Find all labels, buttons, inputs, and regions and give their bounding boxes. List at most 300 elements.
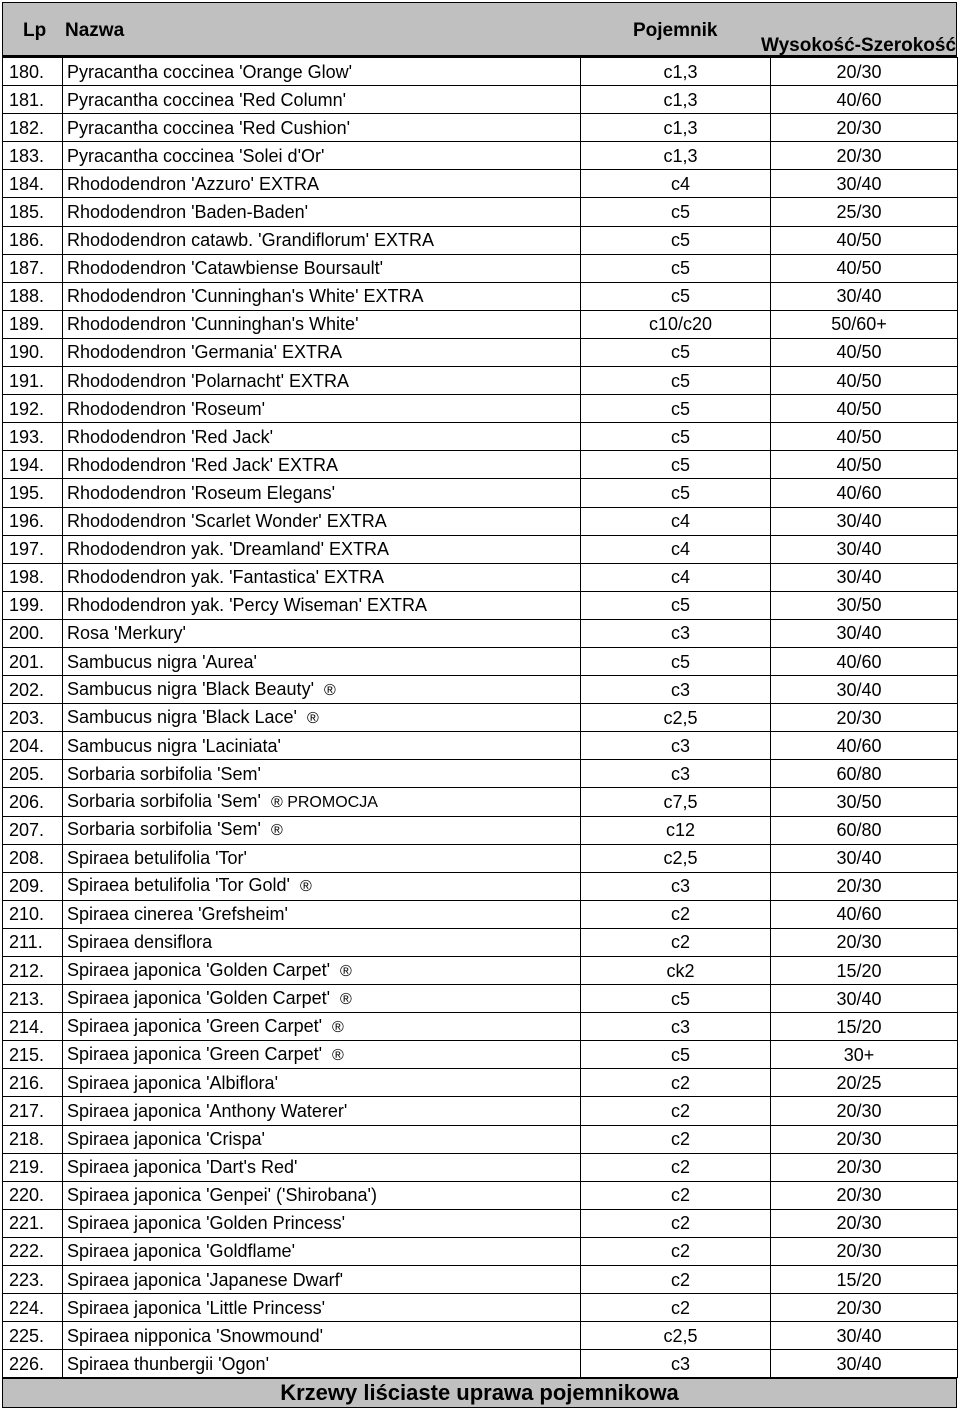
size-cell: 20/30 [771,142,958,170]
plant-name-cell [63,676,581,704]
plant-name-cell [63,142,581,170]
plant-name: Rhododendron 'Polarnacht' EXTRA [67,370,350,391]
size-cell: 60/80 [771,760,958,788]
row-number: 196. [3,507,63,535]
container-cell: c2 [581,1097,771,1125]
table-row [3,619,958,647]
plant-name-cell [63,451,581,479]
container-cell: c5 [581,591,771,619]
plant-name-cell [63,1097,581,1125]
plant-name: Rhododendron yak. 'Dreamland' EXTRA [67,539,390,560]
plant-name-cell [63,647,581,675]
container-cell: c12 [581,816,771,844]
row-number: 226. [3,1350,63,1378]
table-row [3,563,958,591]
container-cell: c3 [581,760,771,788]
plant-name: Pyracantha coccinea 'Red Cushion' [67,117,351,138]
container-cell: c2 [581,1153,771,1181]
row-number: 197. [3,535,63,563]
plant-name: Rhododendron 'Cunninghan's White' [67,314,359,335]
size-cell: 40/60 [771,732,958,760]
row-number: 214. [3,1013,63,1041]
table-row [3,507,958,535]
row-number: 189. [3,310,63,338]
plant-name: Sambucus nigra 'Black Beauty' [67,678,314,699]
plant-table [2,57,958,1378]
row-number: 193. [3,423,63,451]
container-cell: c4 [581,507,771,535]
plant-name: Rhododendron 'Catawbiense Boursault' [67,258,384,279]
container-cell: c2 [581,1266,771,1294]
plant-name-cell [63,198,581,226]
row-number: 181. [3,86,63,114]
size-cell: 20/30 [771,1237,958,1265]
plant-table-body [3,58,958,1378]
plant-name-cell [63,619,581,647]
plant-name: Spiraea japonica 'Golden Carpet' [67,987,331,1008]
size-cell: 40/50 [771,395,958,423]
row-number: 219. [3,1153,63,1181]
size-cell: 40/50 [771,338,958,366]
size-cell: 40/50 [771,423,958,451]
table-row [3,170,958,198]
size-cell: 20/30 [771,58,958,86]
plant-name-cell [63,1069,581,1097]
container-cell: c5 [581,282,771,310]
container-cell: c5 [581,198,771,226]
container-cell: c2,5 [581,844,771,872]
size-cell: 20/30 [771,1209,958,1237]
size-cell: 30/50 [771,788,958,816]
row-number: 201. [3,647,63,675]
container-cell: c5 [581,1041,771,1069]
plant-name: Sorbaria sorbifolia 'Sem' [67,819,261,840]
container-cell: c7,5 [581,788,771,816]
row-number: 211. [3,928,63,956]
plant-name-cell [63,591,581,619]
container-cell: c5 [581,367,771,395]
table-row [3,788,958,816]
footer-title: Krzewy liściaste uprawa pojemnikowa [2,1378,957,1408]
size-cell: 20/30 [771,704,958,732]
container-cell: c2 [581,1125,771,1153]
size-cell: 20/30 [771,1153,958,1181]
size-cell: 40/50 [771,254,958,282]
plant-name: Pyracantha coccinea 'Solei d'Or' [67,145,325,166]
plant-name: Sambucus nigra 'Laciniata' [67,735,281,756]
table-row [3,226,958,254]
plant-name: Rhododendron 'Baden-Baden' [67,202,309,223]
registered-mark: ® [307,709,319,727]
size-cell: 20/30 [771,1125,958,1153]
plant-name-cell [63,310,581,338]
plant-name: Rhododendron 'Azzuro' EXTRA [67,173,320,194]
container-cell: c2 [581,1294,771,1322]
plant-name-cell [63,844,581,872]
table-row [3,985,958,1013]
plant-name: Spiraea betulifolia 'Tor Gold' [67,875,290,896]
size-cell: 15/20 [771,1266,958,1294]
table-row [3,1013,958,1041]
plant-name-cell [63,254,581,282]
row-number: 194. [3,451,63,479]
plant-name-cell [63,282,581,310]
plant-name: Spiraea densiflora [67,932,213,953]
size-cell: 20/30 [771,1294,958,1322]
plant-name: Spiraea japonica 'Albiflora' [67,1072,278,1093]
row-number: 190. [3,338,63,366]
size-cell: 40/60 [771,86,958,114]
table-row [3,704,958,732]
size-cell: 30/40 [771,985,958,1013]
plant-name: Sambucus nigra 'Aurea' [67,651,257,672]
size-cell: 40/50 [771,226,958,254]
container-cell: c2 [581,1181,771,1209]
table-row [3,1266,958,1294]
registered-mark: ® [340,990,352,1008]
size-cell: 20/25 [771,1069,958,1097]
plant-name-cell [63,1013,581,1041]
container-cell: c3 [581,732,771,760]
container-cell: c5 [581,479,771,507]
plant-name-cell [63,535,581,563]
table-row [3,479,958,507]
row-number: 188. [3,282,63,310]
row-number: 221. [3,1209,63,1237]
container-cell: c3 [581,619,771,647]
header-container: Pojemnik [633,20,718,41]
table-row [3,760,958,788]
plant-name-cell [63,58,581,86]
plant-name: Spiraea japonica 'Crispa' [67,1129,265,1150]
plant-name-cell [63,563,581,591]
table-row [3,254,958,282]
table-row [3,451,958,479]
table-row [3,282,958,310]
size-cell: 30+ [771,1041,958,1069]
size-cell: 40/60 [771,647,958,675]
container-cell: c5 [581,254,771,282]
plant-name-cell [63,367,581,395]
table-row [3,676,958,704]
row-number: 184. [3,170,63,198]
plant-name-cell [63,1322,581,1350]
plant-name: Rhododendron 'Cunninghan's White' EXTRA [67,286,424,307]
row-number: 205. [3,760,63,788]
table-row [3,1125,958,1153]
table-row [3,1350,958,1378]
plant-name-cell [63,816,581,844]
size-cell: 30/40 [771,1322,958,1350]
registered-mark: ® [324,681,336,699]
plant-name: Rhododendron 'Roseum Elegans' [67,482,336,503]
header-name: Nazwa [65,20,125,41]
row-number: 215. [3,1041,63,1069]
table-row [3,310,958,338]
size-cell: 60/80 [771,816,958,844]
container-cell: c2 [581,1237,771,1265]
plant-name: Spiraea japonica 'Japanese Dwarf' [67,1269,344,1290]
size-cell: 15/20 [771,1013,958,1041]
container-cell: c5 [581,451,771,479]
size-cell: 20/30 [771,872,958,900]
plant-name-cell [63,1294,581,1322]
row-number: 199. [3,591,63,619]
container-cell: c10/c20 [581,310,771,338]
row-number: 212. [3,957,63,985]
table-row [3,1069,958,1097]
plant-name-cell [63,1266,581,1294]
table-row [3,844,958,872]
row-number: 218. [3,1125,63,1153]
size-cell: 30/40 [771,844,958,872]
row-number: 217. [3,1097,63,1125]
registered-mark: ® [300,878,312,896]
container-cell: c2,5 [581,704,771,732]
container-cell: c5 [581,985,771,1013]
size-cell: 30/40 [771,563,958,591]
size-cell: 30/40 [771,619,958,647]
container-cell: c4 [581,170,771,198]
plant-name-cell [63,395,581,423]
plant-name-cell [63,704,581,732]
row-number: 187. [3,254,63,282]
plant-name: Rhododendron 'Red Jack' EXTRA [67,454,339,475]
plant-name-cell [63,900,581,928]
row-number: 225. [3,1322,63,1350]
plant-name: Spiraea japonica 'Green Carpet' [67,1043,323,1064]
row-number: 209. [3,872,63,900]
container-cell: c3 [581,1350,771,1378]
table-row [3,1181,958,1209]
row-number: 186. [3,226,63,254]
row-number: 180. [3,58,63,86]
header-lp: Lp [23,20,47,41]
table-row [3,1294,958,1322]
plant-name-cell [63,928,581,956]
row-number: 182. [3,114,63,142]
container-cell: c3 [581,872,771,900]
size-cell: 40/60 [771,900,958,928]
table-row [3,423,958,451]
container-cell: c4 [581,563,771,591]
table-row [3,1153,958,1181]
container-cell: ck2 [581,957,771,985]
plant-name: Rosa 'Merkury' [67,623,186,644]
plant-name: Rhododendron yak. 'Fantastica' EXTRA [67,567,385,588]
plant-name-cell [63,1350,581,1378]
plant-name: Sorbaria sorbifolia 'Sem' [67,790,261,811]
table-row [3,198,958,226]
size-cell: 30/40 [771,507,958,535]
table-row [3,647,958,675]
plant-name: Spiraea nipponica 'Snowmound' [67,1325,324,1346]
row-number: 208. [3,844,63,872]
plant-name-cell [63,170,581,198]
row-number: 202. [3,676,63,704]
row-number: 185. [3,198,63,226]
plant-name-cell [63,957,581,985]
registered-mark: ® [340,962,352,980]
container-cell: c5 [581,226,771,254]
table-row [3,1237,958,1265]
row-number: 200. [3,619,63,647]
size-cell: 30/40 [771,1350,958,1378]
table-row [3,732,958,760]
table-row [3,367,958,395]
table-row [3,142,958,170]
plant-name-cell [63,1125,581,1153]
table-row [3,872,958,900]
table-row [3,928,958,956]
plant-name: Spiraea japonica 'Anthony Waterer' [67,1101,348,1122]
row-number: 206. [3,788,63,816]
plant-name: Spiraea thunbergii 'Ogon' [67,1353,270,1374]
row-number: 224. [3,1294,63,1322]
plant-name-cell [63,1209,581,1237]
row-number: 213. [3,985,63,1013]
table-row [3,900,958,928]
plant-name-cell [63,985,581,1013]
container-cell: c3 [581,676,771,704]
plant-name: Rhododendron catawb. 'Grandiflorum' EXTRA [67,230,435,251]
plant-name: Pyracantha coccinea 'Red Column' [67,89,347,110]
container-cell: c2 [581,928,771,956]
size-cell: 20/30 [771,114,958,142]
price-list-sheet [2,2,957,1408]
row-number: 192. [3,395,63,423]
size-cell: 30/40 [771,535,958,563]
plant-name-cell [63,86,581,114]
row-number: 191. [3,367,63,395]
registered-mark: ® [332,1046,344,1064]
plant-name: Spiraea betulifolia 'Tor' [67,848,247,869]
table-row [3,1322,958,1350]
table-row [3,1097,958,1125]
container-cell: c5 [581,395,771,423]
registered-mark: ® PROMOCJA [270,793,378,811]
table-row [3,395,958,423]
container-cell: c2 [581,1209,771,1237]
plant-name-cell [63,732,581,760]
plant-name: Spiraea japonica 'Goldflame' [67,1241,296,1262]
plant-name-cell [63,1237,581,1265]
size-cell: 40/50 [771,451,958,479]
container-cell: c2,5 [581,1322,771,1350]
plant-name-cell [63,479,581,507]
registered-mark: ® [332,1018,344,1036]
plant-name-cell [63,760,581,788]
plant-name-cell [63,226,581,254]
table-row [3,338,958,366]
table-row [3,816,958,844]
plant-name: Spiraea japonica 'Golden Princess' [67,1213,346,1234]
table-row [3,86,958,114]
size-cell: 30/40 [771,676,958,704]
size-cell: 30/40 [771,282,958,310]
container-cell: c2 [581,900,771,928]
plant-name: Pyracantha coccinea 'Orange Glow' [67,61,353,82]
container-cell: c5 [581,423,771,451]
plant-name: Sambucus nigra 'Black Lace' [67,706,297,727]
plant-name-cell [63,338,581,366]
plant-name: Rhododendron 'Red Jack' [67,426,274,447]
size-cell: 40/50 [771,367,958,395]
container-cell: c2 [581,1069,771,1097]
row-number: 204. [3,732,63,760]
plant-name-cell [63,872,581,900]
container-cell: c1,3 [581,86,771,114]
plant-name: Rhododendron 'Roseum' [67,398,265,419]
size-cell: 50/60+ [771,310,958,338]
container-cell: c1,3 [581,142,771,170]
row-number: 207. [3,816,63,844]
table-header [2,2,957,57]
table-row [3,58,958,86]
plant-name: Rhododendron 'Germania' EXTRA [67,342,343,363]
size-cell: 20/30 [771,1181,958,1209]
size-cell: 30/40 [771,170,958,198]
row-number: 216. [3,1069,63,1097]
size-cell: 15/20 [771,957,958,985]
table-row [3,1041,958,1069]
container-cell: c1,3 [581,58,771,86]
plant-name-cell [63,423,581,451]
row-number: 222. [3,1237,63,1265]
registered-mark: ® [270,822,283,840]
plant-name: Sorbaria sorbifolia 'Sem' [67,763,261,784]
table-row [3,114,958,142]
container-cell: c5 [581,338,771,366]
row-number: 220. [3,1181,63,1209]
header-size: Wysokość-Szerokość [761,35,957,56]
plant-name: Spiraea japonica 'Green Carpet' [67,1015,323,1036]
plant-name: Spiraea japonica 'Golden Carpet' [67,959,331,980]
plant-name: Spiraea japonica 'Little Princess' [67,1297,326,1318]
container-cell: c5 [581,647,771,675]
row-number: 203. [3,704,63,732]
row-number: 210. [3,900,63,928]
plant-name-cell [63,114,581,142]
size-cell: 30/50 [771,591,958,619]
plant-name: Spiraea japonica 'Genpei' ('Shirobana') [67,1185,377,1206]
row-number: 198. [3,563,63,591]
table-row [3,535,958,563]
container-cell: c1,3 [581,114,771,142]
plant-name-cell [63,507,581,535]
plant-name: Spiraea japonica 'Dart's Red' [67,1157,298,1178]
table-row [3,957,958,985]
plant-name: Rhododendron 'Scarlet Wonder' EXTRA [67,511,387,532]
row-number: 223. [3,1266,63,1294]
plant-name-cell [63,1153,581,1181]
row-number: 195. [3,479,63,507]
row-number: 183. [3,142,63,170]
plant-name-cell [63,1181,581,1209]
table-row [3,1209,958,1237]
plant-name-cell [63,1041,581,1069]
size-cell: 25/30 [771,198,958,226]
plant-name: Rhododendron yak. 'Percy Wiseman' EXTRA [67,595,428,616]
size-cell: 20/30 [771,928,958,956]
size-cell: 20/30 [771,1097,958,1125]
size-cell: 40/60 [771,479,958,507]
container-cell: c4 [581,535,771,563]
container-cell: c3 [581,1013,771,1041]
plant-name-cell [63,788,581,816]
plant-name: Spiraea cinerea 'Grefsheim' [67,904,288,925]
table-row [3,591,958,619]
